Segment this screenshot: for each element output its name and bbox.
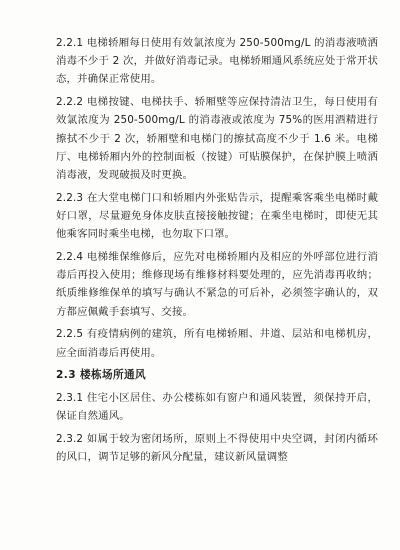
paragraph-2-3-2: 2.3.2 如属于较为密闭场所，原则上不得使用中央空调，封闭内循环的风口，调节足够的新风分配量，建议新风量调整 (56, 433, 378, 464)
paragraph-2-2-2: 2.2.2 电梯按键、电梯扶手、轿厢壁等应保持清洁卫生，每日使用有效氯浓度为 250-500mg/L 的消毒液或浓度为 75%的医用酒精进行擦拭不少于 2 次，轿厢壁和电梯门的擦拭高度不少于 1.6 米。电梯厅、电梯轿厢内外的控制面板（按键）可贴膜保护，在保护膜上喷洒消毒液，发现破损及时更换。 (56, 96, 378, 182)
paragraph-2-2-1: 2.2.1 电梯轿厢每日使用有效氯浓度为 250-500mg/L 的消毒液喷洒消毒不少于 2 次，并做好消毒记录。电梯轿厢通风系统应处于常开状态，并确保正常使用。 (56, 37, 378, 86)
section-heading-2-3: 2.3 楼栋场所通风 (56, 369, 147, 382)
paragraph-2-2-5: 2.2.5 有疫情病例的建筑，所有电梯轿厢、井道、层站和电梯机房，应全面消毒后再使用。 (56, 328, 378, 359)
paragraph-2-3-1: 2.3.1 住宅小区居住、办公楼栋如有窗户和通风装置，须保持开启，保证自然通风。 (56, 392, 378, 423)
paragraph-2-2-3: 2.2.3 在大堂电梯门口和轿厢内外张贴告示，提醒乘客乘坐电梯时戴好口罩，尽量避免身体皮肤直接接触按键；在乘坐电梯时，即使无其他乘客同时乘坐电梯，也勿取下口罩。 (56, 191, 378, 241)
paragraph-2-2-4: 2.2.4 电梯维保维修后，应先对电梯轿厢内及相应的外呼部位进行消毒后再投入使用；维修现场有维修材料要处理的，应先消毒再收纳；纸质维修维保单的填写与确认不紧急的可后补，必须签字确认的，双方都应佩戴手套填写、交接。 (56, 251, 378, 318)
